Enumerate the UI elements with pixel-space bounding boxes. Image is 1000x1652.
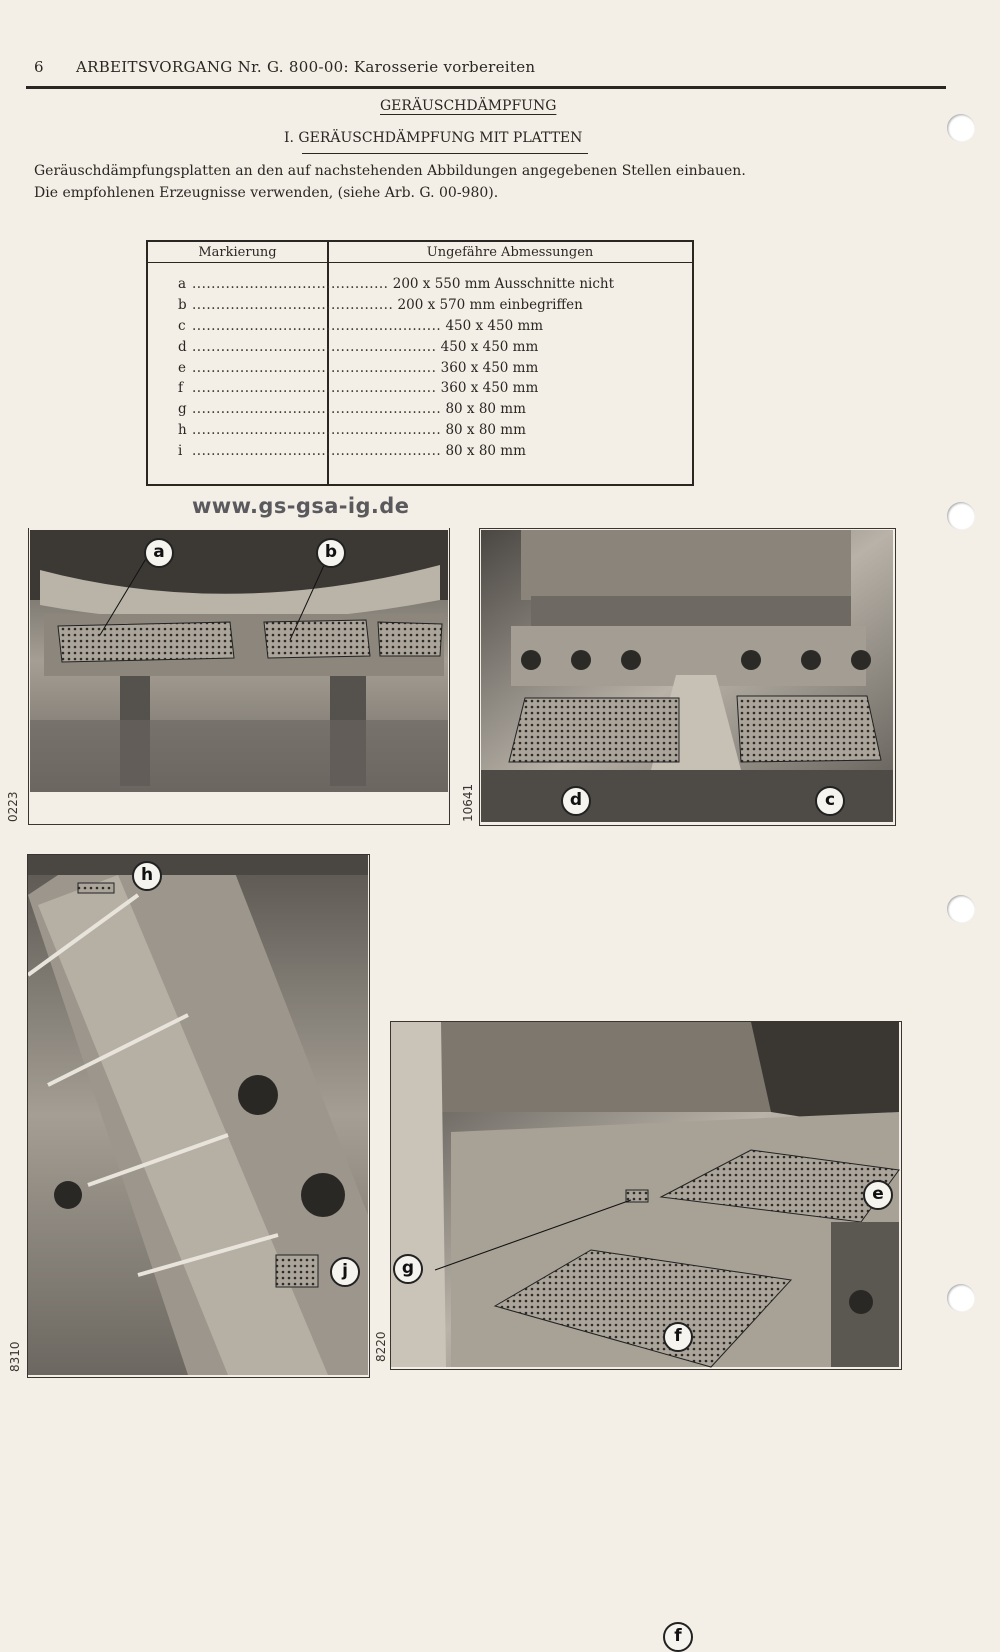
row-mark: a bbox=[178, 276, 187, 292]
punch-hole bbox=[947, 114, 975, 142]
table-row bbox=[178, 399, 678, 420]
header-title: ARBEITSVORGANG Nr. G. 800-00: Karosserie vorbereiten bbox=[76, 58, 536, 76]
dot-leader: ......................................... bbox=[192, 276, 389, 292]
dot-leader: ................................................... bbox=[192, 380, 437, 396]
page-number: 6 bbox=[34, 58, 44, 76]
subtitle-underline bbox=[302, 153, 588, 154]
table-row bbox=[178, 274, 678, 295]
row-mark: b bbox=[178, 297, 187, 313]
punch-hole bbox=[947, 895, 975, 923]
dot-leader: .................................................... bbox=[192, 401, 442, 417]
label-badge: g bbox=[393, 1254, 423, 1284]
figure-4-number: 8220 bbox=[374, 1331, 388, 1362]
label-badge: j bbox=[330, 1257, 360, 1287]
row-dims: 360 x 450 mm bbox=[440, 380, 539, 396]
row-dims: 360 x 450 mm bbox=[440, 360, 539, 376]
dot-leader: ................................................... bbox=[192, 339, 437, 355]
row-mark: i bbox=[178, 443, 183, 459]
row-dims: 450 x 450 mm bbox=[445, 318, 544, 334]
website-watermark: www.gs-gsa-ig.de bbox=[192, 494, 410, 518]
figure-3-frame bbox=[27, 854, 370, 1378]
row-mark: c bbox=[178, 318, 186, 334]
row-dims: 80 x 80 mm bbox=[445, 401, 526, 417]
row-dims: 200 x 570 mm einbegriffen bbox=[397, 297, 583, 313]
row-dims: 200 x 550 mm Ausschnitte nicht bbox=[392, 276, 615, 292]
section-title: GERÄUSCHDÄMPFUNG bbox=[380, 98, 557, 114]
label-badge: a bbox=[144, 538, 174, 568]
table-header-marking: Markierung bbox=[198, 245, 277, 260]
figure-2-number: 10641 bbox=[461, 783, 475, 822]
table-row bbox=[178, 337, 678, 358]
table-row bbox=[178, 316, 678, 337]
figure-1-number: 0223 bbox=[6, 791, 20, 822]
table-row bbox=[178, 378, 678, 399]
figure-4-frame bbox=[390, 1021, 902, 1370]
dot-leader: .................................................... bbox=[192, 318, 442, 334]
table-row bbox=[178, 358, 678, 379]
label-badge: d bbox=[561, 786, 591, 816]
row-dims: 80 x 80 mm bbox=[445, 422, 526, 438]
table-row bbox=[178, 420, 678, 441]
row-mark: g bbox=[178, 401, 187, 417]
row-mark: h bbox=[178, 422, 187, 438]
label-badge: h bbox=[132, 861, 162, 891]
row-mark: f bbox=[178, 380, 183, 396]
table-header-rule bbox=[146, 262, 692, 263]
label-badge: b bbox=[316, 538, 346, 568]
intro-text bbox=[34, 160, 764, 204]
punch-hole bbox=[947, 1284, 975, 1312]
label-badge: f bbox=[663, 1322, 693, 1352]
row-mark: d bbox=[178, 339, 187, 355]
section-subtitle: I. GERÄUSCHDÄMPFUNG MIT PLATTEN bbox=[284, 130, 583, 146]
row-dims: 80 x 80 mm bbox=[445, 443, 526, 459]
row-mark: e bbox=[178, 360, 186, 376]
figure-1-frame bbox=[28, 528, 450, 825]
punch-hole bbox=[947, 502, 975, 530]
table-row bbox=[178, 295, 678, 316]
figure-3-number: 8310 bbox=[8, 1341, 22, 1372]
dot-leader: .................................................... bbox=[192, 422, 442, 438]
label-badge: e bbox=[863, 1180, 893, 1210]
label-badge: c bbox=[815, 786, 845, 816]
intro-line-2: Die empfohlenen Erzeugnisse verwenden, (siehe Arb. G. 00-980). bbox=[34, 185, 499, 201]
table-header-dimensions: Ungefähre Abmessungen bbox=[426, 245, 594, 260]
header-rule bbox=[26, 86, 946, 89]
row-dims: 450 x 450 mm bbox=[440, 339, 539, 355]
dot-leader: ................................................... bbox=[192, 360, 437, 376]
dot-leader: .................................................... bbox=[192, 443, 442, 459]
figure-2-frame bbox=[479, 528, 896, 826]
table-row bbox=[178, 441, 678, 462]
label-badge: f bbox=[663, 1622, 693, 1652]
dot-leader: .......................................... bbox=[192, 297, 394, 313]
intro-line-1: Geräuschdämpfungsplatten an den auf nachstehenden Abbildungen angegebenen Stellen einbauen. bbox=[34, 163, 746, 179]
